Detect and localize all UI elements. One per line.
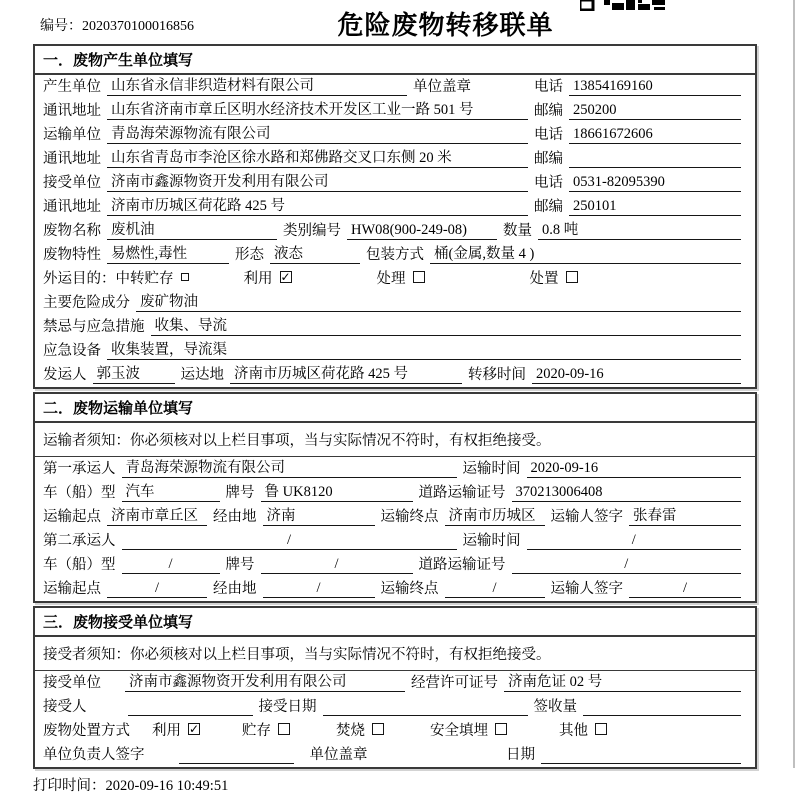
field-label: 邮编 bbox=[534, 151, 563, 167]
field-label: 废物处置方式 bbox=[43, 723, 130, 739]
transport-address-value: 山东省青岛市李沧区徐水路和郑佛路交叉口东侧 20 米 bbox=[107, 146, 528, 168]
business-license-number-value: 济南危证 02 号 bbox=[504, 670, 741, 692]
field-label: 经由地 bbox=[213, 509, 257, 525]
page-header bbox=[0, 0, 796, 44]
field-label: 废物特性 bbox=[43, 247, 101, 263]
form-row bbox=[35, 171, 755, 195]
field-label: 转移时间 bbox=[468, 367, 526, 383]
section-1 bbox=[33, 44, 757, 389]
form-row bbox=[35, 147, 755, 171]
unit-head-signature-value bbox=[179, 747, 294, 764]
transport-phone-value: 18661672606 bbox=[569, 126, 741, 144]
second-carrier-signature-value: / bbox=[629, 580, 741, 598]
checkbox-label: 利用 bbox=[243, 271, 273, 287]
destination-value: 济南市历城区荷花路 425 号 bbox=[230, 362, 462, 384]
emergency-equipment-value: 收集装置，导流渠 bbox=[107, 338, 741, 360]
form-row bbox=[35, 315, 755, 339]
first-vehicle-type-value: 汽车 bbox=[122, 480, 220, 502]
first-carrier-signature-value: 张春雷 bbox=[629, 504, 741, 526]
field-label: 电话 bbox=[534, 175, 563, 191]
waste-name-value: 废机油 bbox=[107, 218, 277, 240]
field-label: 电话 bbox=[534, 79, 563, 95]
section-1-title: 一．废物产生单位填写 bbox=[35, 46, 755, 75]
checkbox-label: 焚烧 bbox=[336, 723, 365, 739]
field-label: 运输起点 bbox=[43, 509, 101, 525]
page-edge-line bbox=[793, 0, 795, 768]
second-origin-value: / bbox=[107, 580, 207, 598]
disposal-storage-checkbox-box bbox=[278, 723, 290, 735]
field-label: 包装方式 bbox=[366, 247, 424, 263]
field-label: 发运人 bbox=[43, 367, 87, 383]
field-label: 运输人签字 bbox=[550, 581, 623, 597]
field-label: 接受单位 bbox=[43, 175, 101, 191]
field-label: 签收量 bbox=[533, 699, 577, 715]
checkbox-label: 中转贮存 bbox=[115, 271, 174, 287]
form-row bbox=[35, 553, 755, 577]
form-row bbox=[35, 695, 755, 719]
field-label: 邮编 bbox=[534, 199, 563, 215]
form-row bbox=[35, 195, 755, 219]
field-label: 道路运输证号 bbox=[418, 485, 506, 501]
form-sections bbox=[33, 44, 757, 769]
qr-code-fragment bbox=[580, 0, 666, 11]
form-row bbox=[35, 671, 755, 695]
field-label: 接受日期 bbox=[258, 699, 317, 715]
second-plate-number-value: / bbox=[261, 556, 413, 574]
checkbox-label: 处置 bbox=[529, 271, 559, 287]
field-label: 日期 bbox=[506, 747, 535, 763]
field-label: 第一承运人 bbox=[43, 461, 116, 477]
section-2-notice: 运输者须知：你必须核对以上栏目事项，当与实际情况不符时，有权拒绝接受。 bbox=[35, 423, 755, 457]
second-transport-date-value: / bbox=[527, 532, 742, 550]
field-label: 运输终点 bbox=[380, 509, 439, 525]
first-via-value: 济南 bbox=[263, 504, 375, 526]
field-label: 类别编号 bbox=[283, 223, 341, 239]
waste-category-code-value: HW08(900-249-08) bbox=[347, 222, 497, 240]
purpose-dispose-checkbox bbox=[530, 267, 578, 288]
consignor-value: 郭玉波 bbox=[93, 362, 175, 384]
disposal-incinerate-checkbox bbox=[336, 719, 384, 740]
field-label: 运达地 bbox=[180, 367, 224, 383]
section-2 bbox=[33, 392, 757, 603]
serial-value: 2020370100016856 bbox=[82, 19, 194, 34]
field-label: 废物名称 bbox=[43, 223, 101, 239]
form-row bbox=[35, 743, 755, 767]
waste-quantity-value: 0.8 吨 bbox=[538, 218, 741, 240]
first-terminus-value: 济南市历城区 bbox=[445, 504, 545, 526]
print-time-value: 2020-09-16 10:49:51 bbox=[105, 778, 229, 794]
form-row bbox=[35, 529, 755, 553]
form-row bbox=[35, 75, 755, 99]
field-label: 牌号 bbox=[225, 485, 255, 501]
checkbox-label: 贮存 bbox=[242, 723, 271, 739]
form-row bbox=[35, 457, 755, 481]
disposal-incinerate-checkbox-box bbox=[372, 723, 384, 735]
second-carrier-value: / bbox=[122, 532, 457, 550]
field-label: 运输时间 bbox=[462, 533, 521, 549]
form-row bbox=[35, 267, 755, 291]
field-label: 车（船）型 bbox=[43, 485, 116, 501]
field-label: 道路运输证号 bbox=[418, 557, 506, 573]
checkbox-label: 利用 bbox=[152, 723, 181, 739]
field-label: 电话 bbox=[534, 127, 563, 143]
field-label: 通讯地址 bbox=[43, 103, 101, 119]
waste-characteristics-value: 易燃性,毒性 bbox=[107, 242, 229, 264]
checkbox-label: 安全填埋 bbox=[430, 723, 488, 739]
accept-date-value bbox=[323, 699, 528, 716]
first-road-transport-permit-value: 370213006408 bbox=[512, 484, 742, 502]
field-label: 邮编 bbox=[534, 103, 563, 119]
field-label: 牌号 bbox=[225, 557, 255, 573]
field-label: 数量 bbox=[503, 223, 532, 239]
field-label: 运输单位 bbox=[43, 127, 101, 143]
contraindication-emergency-measures-value: 收集、导流 bbox=[151, 314, 742, 336]
form-row bbox=[35, 481, 755, 505]
field-label: 经营许可证号 bbox=[411, 675, 498, 691]
disposal-utilize-checkbox-box: ✓ bbox=[188, 722, 200, 736]
field-label: 主要危险成分 bbox=[43, 295, 130, 311]
second-road-transport-permit-value: / bbox=[512, 556, 742, 574]
transport-postcode-value bbox=[569, 151, 741, 168]
receive-phone-value: 0531-82095390 bbox=[569, 174, 741, 192]
packing-method-value: 桶(金属,数量 4 ) bbox=[430, 242, 741, 264]
second-vehicle-type-value: / bbox=[122, 556, 220, 574]
unit-seal-label: 单位盖章 bbox=[309, 747, 368, 763]
form-row bbox=[35, 577, 755, 601]
producer-address-value: 山东省济南市章丘区明水经济技术开发区工业一路 501 号 bbox=[107, 98, 528, 120]
print-time-label: 打印时间： bbox=[33, 778, 106, 794]
field-label: 通讯地址 bbox=[43, 199, 101, 215]
field-label: 接受单位 bbox=[43, 675, 101, 691]
field-label: 运输时间 bbox=[462, 461, 521, 477]
section-2-title: 二．废物运输单位填写 bbox=[35, 394, 755, 423]
purpose-utilize-checkbox bbox=[244, 267, 292, 288]
checkbox-label: 其他 bbox=[559, 723, 588, 739]
form-row bbox=[35, 123, 755, 147]
accept-unit-value: 济南市鑫源物资开发利用有限公司 bbox=[125, 670, 405, 692]
receive-unit-value: 济南市鑫源物资开发利用有限公司 bbox=[107, 170, 528, 192]
field-label: 外运目的： bbox=[43, 271, 116, 287]
form-row bbox=[35, 219, 755, 243]
receive-address-value: 济南市历城区荷花路 425 号 bbox=[107, 194, 528, 216]
field-label: 形态 bbox=[235, 247, 264, 263]
field-label: 禁忌与应急措施 bbox=[43, 319, 145, 335]
receive-postcode-value: 250101 bbox=[569, 198, 741, 216]
print-time bbox=[33, 774, 796, 795]
form-row bbox=[35, 339, 755, 363]
transfer-date-value: 2020-09-16 bbox=[532, 366, 741, 384]
first-transport-date-value: 2020-09-16 bbox=[527, 460, 742, 478]
field-label: 运输起点 bbox=[43, 581, 101, 597]
serial-label: 编号： bbox=[40, 19, 82, 34]
disposal-storage-checkbox bbox=[242, 719, 290, 740]
form-row bbox=[35, 291, 755, 315]
purpose-dispose-checkbox-box bbox=[566, 271, 578, 283]
second-terminus-value: / bbox=[445, 580, 545, 598]
page-title: 危险废物转移联单 bbox=[337, 10, 554, 40]
purpose-transfer-storage-checkbox-box bbox=[181, 273, 189, 281]
field-label: 车（船）型 bbox=[43, 557, 116, 573]
signed-quantity-value bbox=[583, 699, 741, 716]
field-label: 应急设备 bbox=[43, 343, 101, 359]
disposal-other-checkbox-box bbox=[595, 723, 607, 735]
form-row bbox=[35, 505, 755, 529]
field-label: 通讯地址 bbox=[43, 151, 101, 167]
accept-person-value bbox=[128, 699, 253, 716]
producer-unit-value: 山东省永信非织造材料有限公司 bbox=[107, 74, 407, 96]
checkbox-label: 处理 bbox=[376, 271, 406, 287]
producer-postcode-value: 250200 bbox=[569, 102, 741, 120]
second-via-value: / bbox=[263, 580, 375, 598]
disposal-utilize-checkbox bbox=[152, 719, 200, 740]
section-3 bbox=[33, 606, 757, 769]
field-label: 单位负责人签字 bbox=[43, 747, 145, 763]
unit-seal-label: 单位盖章 bbox=[413, 79, 471, 95]
section-3-notice: 接受者须知：你必须核对以上栏目事项，当与实际情况不符时，有权拒绝接受。 bbox=[35, 637, 755, 671]
first-carrier-value: 青岛海荣源物流有限公司 bbox=[122, 456, 457, 478]
field-label: 运输人签字 bbox=[550, 509, 623, 525]
first-origin-value: 济南市章丘区 bbox=[107, 504, 207, 526]
seal-date-value bbox=[541, 747, 741, 764]
waste-form-value: 液态 bbox=[270, 242, 360, 264]
field-label: 运输终点 bbox=[380, 581, 439, 597]
producer-phone-value: 13854169160 bbox=[569, 78, 741, 96]
form-row bbox=[35, 363, 755, 387]
field-label: 产生单位 bbox=[43, 79, 101, 95]
purpose-treat-checkbox bbox=[377, 267, 425, 288]
form-row bbox=[35, 99, 755, 123]
purpose-utilize-checkbox-box: ✓ bbox=[280, 270, 291, 284]
transport-unit-value: 青岛海荣源物流有限公司 bbox=[107, 122, 528, 144]
purpose-transfer-storage-checkbox bbox=[116, 267, 189, 288]
disposal-other-checkbox bbox=[559, 719, 607, 740]
field-label: 经由地 bbox=[213, 581, 257, 597]
field-label: 第二承运人 bbox=[43, 533, 116, 549]
field-label: 接受人 bbox=[43, 699, 87, 715]
disposal-landfill-checkbox bbox=[430, 719, 507, 740]
form-row bbox=[35, 243, 755, 267]
section-3-title: 三．废物接受单位填写 bbox=[35, 608, 755, 637]
disposal-landfill-checkbox-box bbox=[495, 723, 507, 735]
form-row bbox=[35, 719, 755, 743]
first-plate-number-value: 鲁 UK8120 bbox=[261, 480, 413, 502]
main-hazardous-component-value: 废矿物油 bbox=[136, 290, 741, 312]
purpose-treat-checkbox-box bbox=[413, 271, 425, 283]
